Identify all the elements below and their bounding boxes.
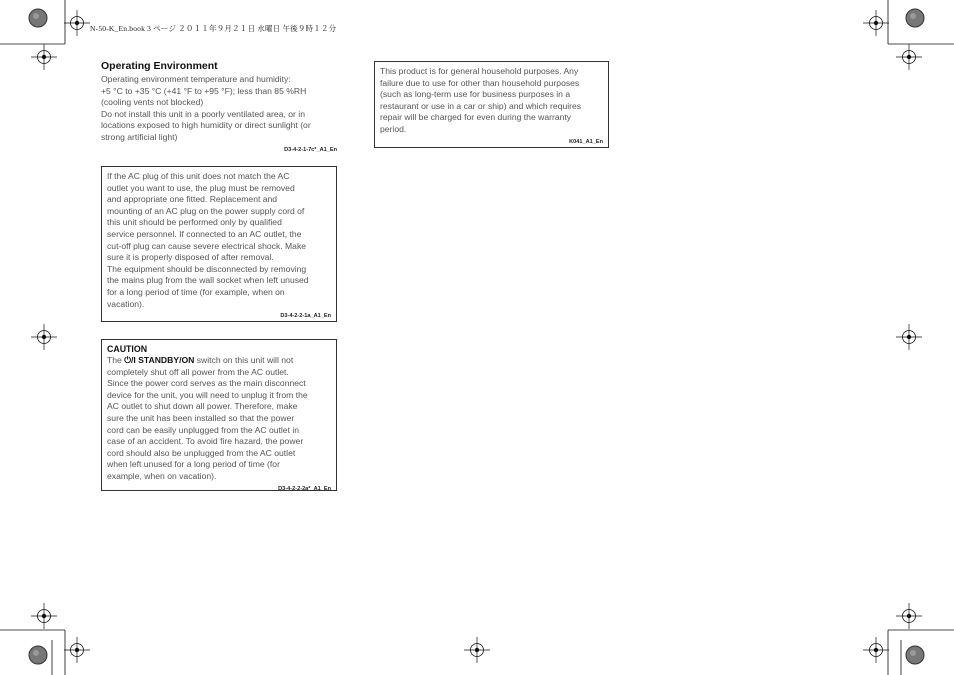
text-line: service personnel. If connected to an AC outlet, the [107, 228, 302, 239]
text-line: period. [380, 123, 407, 134]
text-line: The equipment should be disconnected by removing [107, 263, 307, 274]
text-line: +5 °C to +35 °C (+41 °F to +95 °F); less than 85 %RH [101, 85, 307, 96]
color-bar-top-left [29, 9, 47, 27]
color-bar-bottom-left [29, 646, 47, 664]
household-use-notice-box [374, 61, 609, 148]
standby-switch-label: ⏻/I STANDBY/ON [124, 355, 195, 365]
caution-body [107, 355, 331, 483]
registration-mark [464, 637, 490, 663]
text-line: vacation). [107, 298, 145, 309]
registration-mark [31, 603, 57, 629]
text-line: cord should also be unplugged from the AC outlet [107, 447, 296, 458]
text-line: Do not install this unit in a poorly ventilated area, or in [101, 108, 305, 119]
text-line: this unit should be performed only by qualified [107, 217, 282, 228]
text-line: locations exposed to high humidity or direct sunlight (or [101, 120, 311, 131]
text-line: If the AC plug of this unit does not match the AC [107, 171, 290, 181]
document-code: D3-4-2-1-7c*_A1_En [284, 146, 337, 153]
text-fragment: switch on this unit will not [194, 355, 294, 365]
document-code: D3-4-2-2-2a*_A1_En [278, 485, 331, 492]
registration-mark [863, 637, 889, 663]
household-use-notice-body [380, 66, 603, 136]
text-line: sure it is properly disposed of after removal. [107, 252, 274, 263]
ac-plug-notice-box [101, 166, 337, 322]
text-line: cord can be easily unplugged from the AC outlet in [107, 424, 300, 435]
text-line: for a long period of time (for example, when on [107, 286, 285, 297]
text-line: Operating environment temperature and humidity: [101, 74, 291, 84]
text-line: cut-off plug can cause severe electrical shock. Make [107, 240, 307, 251]
text-line: Since the power cord serves as the main disconnect [107, 378, 306, 389]
text-line: when left unused for a long period of time (for [107, 459, 280, 470]
text-line: sure the unit has been installed so that the power [107, 412, 295, 423]
text-line: AC outlet to shut down all power. Therefore, make [107, 401, 298, 412]
text-line [107, 355, 331, 367]
text-line: (cooling vents not blocked) [101, 97, 204, 108]
text-line: case of an accident. To avoid fire hazard, the power [107, 436, 304, 447]
text-line: repair will be charged for even during the warranty [380, 112, 572, 123]
registration-mark [31, 324, 57, 350]
text-line: failure due to use for other than household purposes [380, 77, 580, 88]
color-bar-top-right [906, 9, 924, 27]
text-line: strong artificial light) [101, 131, 178, 142]
text-line: and appropriate one fitted. Replacement and [107, 194, 278, 205]
ac-plug-notice-body [107, 171, 331, 310]
caution-title: CAUTION [107, 344, 148, 354]
registration-mark [896, 603, 922, 629]
text-line: completely shut off all power from the AC outlet. [107, 366, 289, 377]
document-code: K041_A1_En [569, 138, 603, 145]
caution-box [101, 339, 337, 491]
operating-environment-section [101, 60, 337, 153]
registration-mark [64, 10, 90, 36]
operating-environment-title: Operating Environment [101, 60, 218, 72]
text-fragment: The [107, 355, 125, 365]
text-line: the mains plug from the wall socket when left unused [107, 275, 309, 286]
text-line: device for the unit, you will need to unplug it from the [107, 389, 308, 400]
registration-mark [896, 324, 922, 350]
text-line: restaurant or use in a car or ship) and which requires [380, 100, 582, 111]
document-code: D3-4-2-2-1a_A1_En [280, 313, 331, 320]
color-bar-bottom-right [906, 646, 924, 664]
registration-mark [863, 10, 889, 36]
text-line: example, when on vacation). [107, 470, 217, 481]
text-line: outlet you want to use, the plug must be removed [107, 182, 295, 193]
operating-environment-body [101, 74, 337, 144]
registration-mark [31, 44, 57, 70]
text-line: mounting of an AC plug on the power supply cord of [107, 205, 305, 216]
print-job-header: N-50-K_En.book 3 ページ ２０１１年９月２１日 水曜日 午後９時１２分 [90, 24, 337, 33]
text-line: (such as long-term use for business purposes in a [380, 89, 571, 100]
registration-mark [64, 637, 90, 663]
text-line: This product is for general household purposes. Any [380, 66, 579, 76]
registration-mark [896, 44, 922, 70]
